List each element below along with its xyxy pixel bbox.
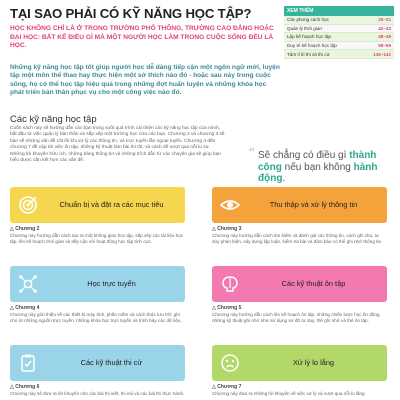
see-also-label: Quản lý thời gian — [287, 25, 322, 31]
section-title: Các kỹ năng học tập — [10, 114, 97, 125]
quote-emphasis: hành động — [258, 161, 378, 184]
see-also-row[interactable] — [284, 16, 394, 25]
see-also-row[interactable] — [284, 50, 394, 59]
see-also-pages: 42–43 — [378, 25, 391, 31]
see-also-row[interactable] — [284, 42, 394, 51]
clipboard-icon — [18, 353, 38, 373]
triangle-icon: △ — [10, 226, 16, 232]
eye-icon — [220, 195, 240, 215]
chapter-card-label: Học trực tuyến — [87, 278, 136, 288]
see-also-pages: 20–21 — [378, 17, 391, 23]
chapter-number — [212, 305, 241, 311]
chapter-number-text: Chương 5 — [217, 305, 242, 311]
see-also-pages: 58–59 — [378, 43, 391, 49]
chapter-card-label: Thu thập và xử lý thông tin — [269, 199, 358, 209]
triangle-icon: △ — [212, 384, 218, 390]
chapter-number-text: Chương 4 — [15, 305, 40, 311]
see-also-label: Các phong cách học — [287, 17, 329, 23]
chapter-description: Chương này hướng dẫn cách lên kế hoạch ôn tập, những chiến lược học ôn động, những kỹ thuật ghi nhớ như sử dụng sơ đồ tư duy, thẻ ghi nhớ và thẻ ôn tập. — [212, 312, 381, 323]
chapter-number-text: Chương 6 — [15, 384, 40, 390]
chapter-number — [10, 226, 39, 232]
page-title: TẠI SAO PHẢI CÓ KỸ NĂNG HỌC TẬP? — [10, 6, 252, 21]
see-also-pages: 48–49 — [378, 34, 391, 40]
triangle-icon: △ — [212, 305, 218, 311]
quote-text — [258, 150, 386, 185]
chapter-number-text: Chương 2 — [15, 226, 40, 232]
triangle-icon: △ — [212, 226, 218, 232]
network-icon — [18, 274, 38, 294]
worry-icon — [220, 353, 240, 373]
chapter-description: Chương này đưa ra những lời khuyên về việc xử lý và vượt qua nỗi lo lắng. — [212, 391, 366, 396]
triangle-icon: △ — [10, 305, 16, 311]
quote-part: nếu bạn không — [284, 161, 351, 173]
chapter-card-label: Các kỹ thuật ôn tập — [281, 278, 346, 288]
chapter-card-online[interactable] — [10, 266, 185, 302]
intro-paragraph: Những kỹ năng học tập tốt giúp người học dễ dàng tiếp cận một ngôn ngữ mới, luyện tập một môn thể thao hay thực hiện một sở thích nào đó - hoặc sau này trong cuộc sống, họ có thể học tập hiệu quả trong những đợt huấn luyện và những khóa học phát triển bản thân phục vụ cho một công việc nào đó. — [10, 64, 280, 96]
section-body: Cuốn sách này sẽ hướng dẫn các bạn trong suốt quá trình cải thiện các kỹ năng học tập của mình, bắt đầu từ việc quản lý bản thân và sắp xếp một trường học cửa các bạn. Chương 2 và chương 3 sẽ bàn về những vấn đề cốt lõi khi xử lý các thông tin, và trực tuyến lẫn ngoại tuyến. Chương 4 đến chương 7 đề cập tới việc ôn tập, những kỹ thuật làm bài thi tốt, và cách để vượt qua nỗi lo sợ. Những lời khuyên hữu ích, những bảng thông tin và những trích dẫn từ các chuyên gia sẽ giúp bạn hiểu được cần kết hơn các vấn đề. — [10, 126, 225, 164]
chapter-description: Chương này hướng dẫn cách tìm kiếm và đánh giá các thông tin, cách ghi chú, tư duy phản biện, xây dựng lập luận, kiểm tra bài và đảm bảo có thể ghi nhớ thông tin. — [212, 233, 383, 244]
see-also-label: Tâm lí kì thi và thi cử — [287, 51, 330, 57]
chapter-number — [212, 226, 241, 232]
chapter-number — [212, 384, 241, 390]
chapter-card-anxiety[interactable] — [212, 345, 387, 381]
target-icon — [18, 195, 38, 215]
chapter-description: Chương này sẽ đưa ra lời khuyên cho các bài thi viết, thi nói và các bài thi thực hành. — [10, 391, 185, 396]
chapter-number-text: Chương 3 — [217, 226, 242, 232]
chapter-card-exams[interactable] — [10, 345, 185, 381]
chapter-card-information[interactable] — [212, 187, 387, 223]
see-also-label: Lập kế hoạch học tập — [287, 34, 331, 40]
see-also-label: Duy trì kế hoạch học tập — [287, 43, 337, 49]
chapter-number — [10, 305, 39, 311]
chapter-number-text: Chương 7 — [217, 384, 242, 390]
chapter-card-goals[interactable] — [10, 187, 185, 223]
chapter-description: Chương này hướng dẫn cách tạo ra một không gian học tập, sắp xếp các tài liệu học tập, lên kế hoạch thời gian và tiếp cận với hoạt động học tập tích cực. — [10, 233, 184, 244]
see-also-box — [284, 6, 394, 59]
see-also-row[interactable] — [284, 33, 394, 42]
quote-part: Sẽ chẳng có điều gì — [258, 150, 347, 161]
brain-icon — [220, 274, 240, 294]
see-also-row[interactable] — [284, 25, 394, 34]
see-also-pages: 136–141 — [373, 51, 391, 57]
quote-mark-icon: “ — [248, 146, 256, 162]
quote-part: . — [282, 173, 286, 184]
page-subtitle: HỌC KHÔNG CHỈ LÀ Ở TRONG TRƯỜNG PHỔ THÔNG, TRƯỜNG CAO ĐẲNG HOẶC ĐẠI HỌC: BẤT KỂ ĐIỀU GÌ MÀ MỘT NGƯỜI HỌC LÀM TRONG CUỘC SỐNG ĐỀU LÀ HỌC. — [10, 25, 274, 50]
chapter-card-revision[interactable] — [212, 266, 387, 302]
chapter-card-label: Chuẩn bị và đặt ra các mục tiêu — [59, 199, 164, 209]
triangle-icon: △ — [10, 384, 16, 390]
chapter-number — [10, 384, 39, 390]
chapter-card-label: Xử lý lo lắng — [292, 357, 335, 367]
see-also-header: XEM THÊM — [284, 6, 394, 16]
quote-emphasis: thành công — [258, 150, 377, 173]
chapter-description: Chương này giới thiệu về các thiết bị máy tính, phần mềm và cách thức lưu trữ; ghi chú từ những nguồn trực tuyến, những khóa học trực tuyến và trình bày các dữ liệu. — [10, 312, 182, 323]
chapter-card-label: Các kỹ thuật thi cử — [80, 357, 143, 367]
